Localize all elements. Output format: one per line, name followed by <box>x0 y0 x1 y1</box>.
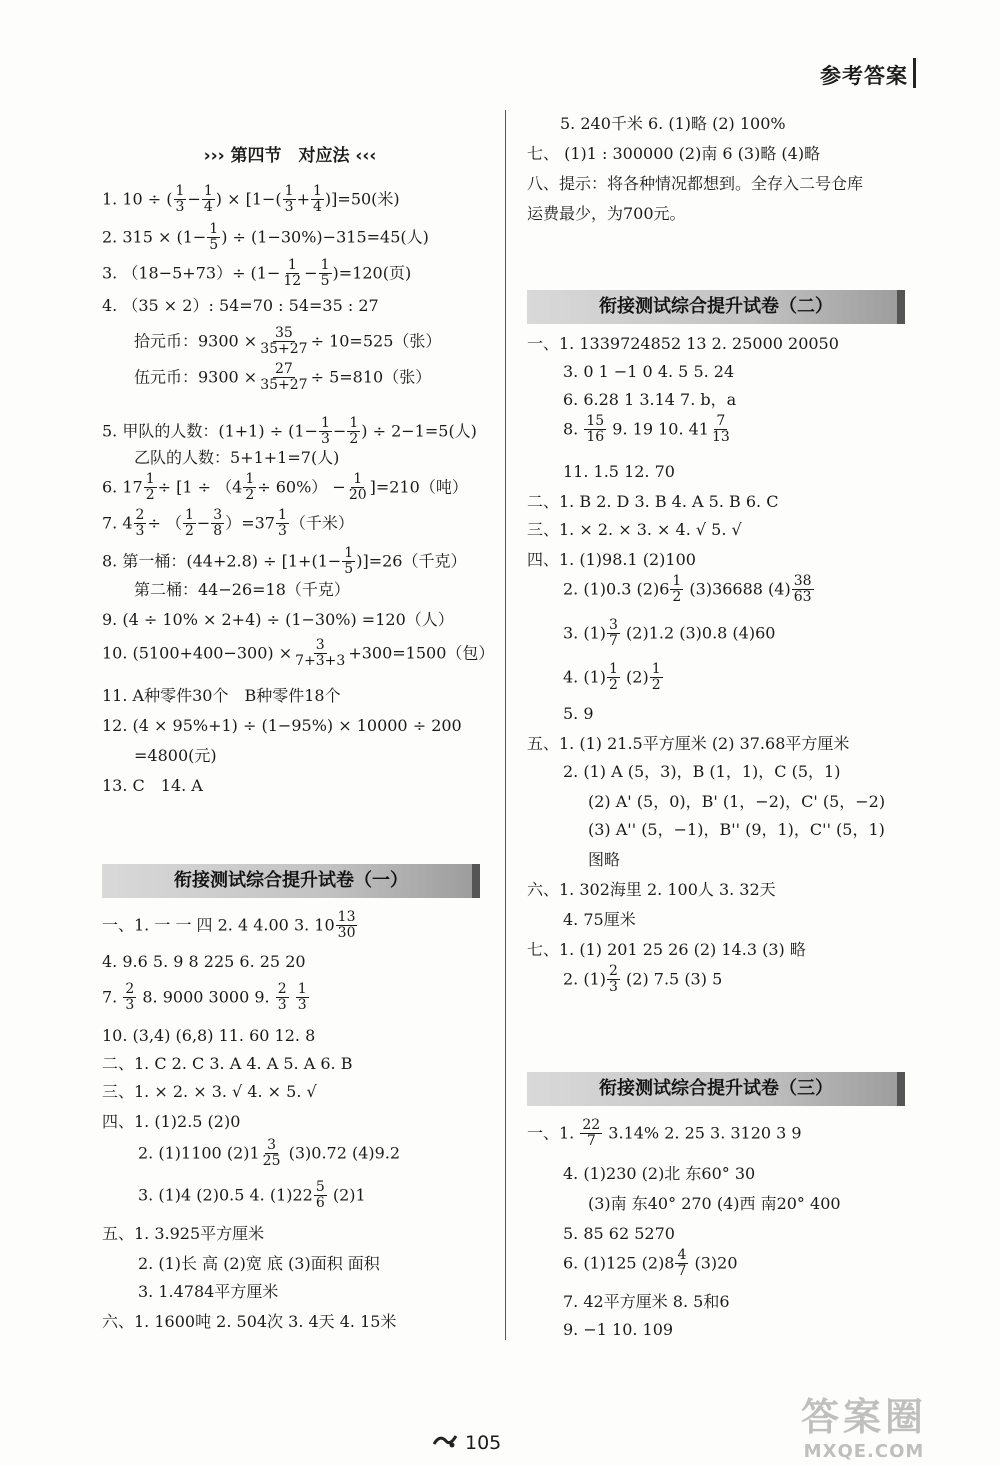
fraction: $\frac{38}{63}$ <box>793 573 812 606</box>
answer-line: 2. 315 × (1− $\frac{1}{5}$ ) ÷ (1−30%)−315=45(人) <box>102 221 429 254</box>
answer-line: 1. 10 ÷ ( $\frac{1}{3}$ − $\frac{1}{4}$ ) × [1−( $\frac{1}{3}$ + $\frac{1}{4}$ )]=50(米) <box>102 183 400 216</box>
answer-line: 3. 0 1 −1 0 4. 5 5. 24 <box>563 362 735 381</box>
fraction: $\frac{2}{3}$ <box>277 981 287 1014</box>
fraction: $\frac{15}{16}$ <box>586 413 605 446</box>
answer-line: 2. (1)1100 (2)1 $\frac{3}{25}$ (3)0.72 (4)9.2 <box>138 1137 401 1170</box>
fraction: $\frac{1}{3}$ <box>321 415 330 448</box>
answer-line: 4. (1) $\frac{1}{2}$ (2) $\frac{1}{2}$ <box>563 661 661 694</box>
answer-line: 运费最少，为700元。 <box>527 204 686 223</box>
fraction: $\frac{1}{3}$ <box>284 183 294 216</box>
answer-line: 六、1. 302海里 2. 100人 3. 32天 <box>527 880 776 899</box>
answer-line: 11. 1.5 12. 70 <box>563 462 675 481</box>
fraction: $\frac{1}{3}$ <box>277 507 287 540</box>
answer-line: 11. A种零件30个 B种零件18个 <box>102 686 341 705</box>
fraction: $\frac{2}{3}$ <box>609 963 618 996</box>
fraction: $\frac{3}{7}$ <box>609 617 618 650</box>
answer-line: (2) A' (5，0)，B' (1，−2)，C' (5，−2) <box>588 792 886 811</box>
answer-line: 2. (1)0.3 (2)6 $\frac{1}{2}$ (3)36688 (4) $\frac{38}{63}$ <box>563 573 812 606</box>
answer-line: =4800(元) <box>134 746 217 765</box>
answer-line: 拾元币：9300 × $\frac{35}{35+27}$ ÷ 10=525（张） <box>134 325 442 358</box>
answer-line: 一、1. 一 一 四 2. 4 4.00 3. 10 $\frac{13}{30}$ <box>102 909 356 942</box>
answer-line: 9. (4 ÷ 10% × 2+4) ÷ (1−30%) =120（人） <box>102 610 454 629</box>
answer-line: 8. 第一桶：(44+2.8) ÷ [1+(1− $\frac{1}{5}$ )]=26（千克） <box>102 545 467 578</box>
fraction: $\frac{1}{5}$ <box>320 257 330 290</box>
section-banner: 衔接测试综合提升试卷（三） <box>527 1072 905 1106</box>
answer-line: 12. (4 × 95%+1) ÷ (1−95%) × 10000 ÷ 200 <box>102 716 462 735</box>
fraction: $\frac{27}{35+27}$ <box>260 361 308 394</box>
fraction: $\frac{1}{5}$ <box>344 545 354 578</box>
answer-line: 4. (1)230 (2)北 东60° 30 <box>563 1164 756 1183</box>
answer-line: (3) A'' (5，−1)，B'' (9，1)，C'' (5，1) <box>588 820 885 839</box>
answer-line: 伍元币：9300 × $\frac{27}{35+27}$ ÷ 5=810（张） <box>134 361 432 394</box>
fraction: $\frac{3}{7+3+3}$ <box>295 637 346 670</box>
answer-line: 6. 17 $\frac{1}{2}$ ÷ [1 ÷ （4 $\frac{1}{2}$ ÷ 60%） − $\frac{1}{20}$ ]=210（吨） <box>102 471 468 504</box>
answer-line: 2. (1) $\frac{2}{3}$ (2) 7.5 (3) 5 <box>563 963 723 996</box>
fraction: $\frac{22}{7}$ <box>582 1117 601 1150</box>
answer-line: 10. (5100+400−300) × $\frac{3}{7+3+3}$ +300=1500（包） <box>102 637 495 670</box>
answer-line: 三、1. × 2. × 3. × 4. √ 5. √ <box>527 520 742 539</box>
watermark <box>746 1386 982 1462</box>
answer-line: 八、提示：将各种情况都想到。全存入二号仓库 <box>527 174 864 193</box>
fraction: $\frac{35}{35+27}$ <box>260 325 308 358</box>
answer-line: 七、 (1)1 : 300000 (2)南 6 (3)略 (4)略 <box>527 144 821 163</box>
fraction: $\frac{1}{4}$ <box>313 183 322 216</box>
answer-line: 3. (1) $\frac{3}{7}$ (2)1.2 (3)0.8 (4)60 <box>563 617 776 650</box>
answer-line: 四、1. (1)2.5 (2)0 <box>102 1112 241 1131</box>
answer-line: 一、1. 1339724852 13 2. 25000 20050 <box>527 334 839 353</box>
fraction: $\frac{1}{12}$ <box>283 257 302 290</box>
fraction: $\frac{1}{20}$ <box>348 471 367 504</box>
answer-line: 3. （18−5+73）÷ (1− $\frac{1}{12}$ − $\frac{1}{5}$ )=120(页) <box>102 257 412 290</box>
answer-line: 5. 240千米 6. (1)略 (2) 100% <box>560 114 786 133</box>
answer-line: 五、1. 3.925平方厘米 <box>102 1224 265 1243</box>
answer-line: 4. （35 × 2）: 54=70 : 54=35 : 27 <box>102 296 379 315</box>
answer-line: 乙队的人数：5+1+1=7(人) <box>134 448 340 467</box>
answer-line: 一、1. $\frac{22}{7}$ 3.14% 2. 25 3. 3120 3 9 <box>527 1117 802 1150</box>
fraction: $\frac{1}{5}$ <box>209 221 219 254</box>
answer-line: 四、1. (1)98.1 (2)100 <box>527 550 696 569</box>
answer-line: 三、1. × 2. × 3. √ 4. × 5. √ <box>102 1082 317 1101</box>
fraction: $\frac{1}{2}$ <box>651 661 661 694</box>
answer-line: 第二桶：44−26=18（千克） <box>134 580 350 599</box>
answer-line: 6. (1)125 (2)8 $\frac{4}{7}$ (3)20 <box>563 1247 738 1280</box>
fraction: $\frac{3}{8}$ <box>213 507 223 540</box>
answer-line: 7. 42平方厘米 8. 5和6 <box>563 1292 730 1311</box>
watermark-main: 答案圈 <box>800 1395 927 1439</box>
section-banner: 衔接测试综合提升试卷（一） <box>102 864 480 898</box>
answer-line: 6. 6.28 1 3.14 7. b，a <box>563 390 737 409</box>
answer-line: 8. $\frac{15}{16}$ 9. 19 10. 41 $\frac{7}{13}$ <box>563 413 730 446</box>
fraction: $\frac{3}{25}$ <box>262 1137 281 1170</box>
fraction: $\frac{2}{3}$ <box>135 507 145 540</box>
answer-line: 7. 4 $\frac{2}{3}$ ÷ （ $\frac{1}{2}$ − $\frac{3}{8}$ ）=37 $\frac{1}{3}$ （千米） <box>102 507 354 540</box>
fraction: $\frac{1}{2}$ <box>349 415 359 448</box>
fraction: $\frac{1}{2}$ <box>245 471 255 504</box>
answer-line: 二、1. C 2. C 3. A 4. A 5. A 6. B <box>102 1054 353 1073</box>
fraction: $\frac{13}{30}$ <box>337 909 356 942</box>
answer-line: 5. 85 62 5270 <box>563 1224 675 1243</box>
answer-line: 七、1. (1) 201 25 26 (2) 14.3 (3) 略 <box>527 940 806 959</box>
answer-line: 六、1. 1600吨 2. 504次 3. 4天 4. 15米 <box>102 1312 397 1331</box>
fraction: $\frac{1}{2}$ <box>609 661 618 694</box>
fraction: $\frac{1}{2}$ <box>145 471 155 504</box>
fraction: $\frac{1}{3}$ <box>175 183 185 216</box>
answer-line: 9. −1 10. 109 <box>563 1320 674 1339</box>
fraction: $\frac{7}{13}$ <box>711 413 730 446</box>
answer-line: 5. 甲队的人数：(1+1) ÷ (1− $\frac{1}{3}$ − $\frac{1}{2}$ ) ÷ 2−1=5(人) <box>102 415 477 448</box>
fraction: $\frac{1}{3}$ <box>297 981 307 1014</box>
answer-line: 2. (1)长 高 (2)宽 底 (3)面积 面积 <box>138 1254 380 1273</box>
answer-line: 3. (1)4 (2)0.5 4. (1)22 $\frac{5}{6}$ (2)1 <box>138 1179 366 1212</box>
answer-line: 4. 9.6 5. 9 8 225 6. 25 20 <box>102 952 306 971</box>
fraction: $\frac{5}{6}$ <box>315 1179 325 1212</box>
answer-line: 二、1. B 2. D 3. B 4. A 5. B 6. C <box>527 492 779 511</box>
answer-line: 3. 1.4784平方厘米 <box>138 1282 279 1301</box>
answer-line: (3)南 东40° 270 (4)西 南20° 400 <box>588 1194 841 1213</box>
answer-line: 图略 <box>588 850 621 869</box>
fraction: $\frac{1}{2}$ <box>672 573 682 606</box>
fraction: $\frac{2}{3}$ <box>125 981 135 1014</box>
answer-line: 五、1. (1) 21.5平方厘米 (2) 37.68平方厘米 <box>527 734 850 753</box>
answer-line: 10. (3,4) (6,8) 11. 60 12. 8 <box>102 1026 316 1045</box>
answer-line: 13. C 14. A <box>102 776 203 795</box>
answer-line: 4. 75厘米 <box>563 910 636 929</box>
fraction: $\frac{4}{7}$ <box>677 1247 687 1280</box>
page-number: 105 <box>465 1432 502 1454</box>
answer-line: 7. $\frac{2}{3}$ 8. 9000 3000 9. $\frac{2}{3}$ $\frac{1}{3}$ <box>102 981 307 1014</box>
answer-line: 2. (1) A (5，3)，B (1，1)，C (5，1) <box>563 762 841 781</box>
section-banner: 衔接测试综合提升试卷（二） <box>527 290 905 324</box>
answer-line: 5. 9 <box>563 704 594 723</box>
fraction: $\frac{1}{2}$ <box>184 507 194 540</box>
fraction: $\frac{1}{4}$ <box>203 183 213 216</box>
section-title: ››› 第四节 对应法 ‹‹‹ <box>203 146 377 166</box>
header-title: 参考答案 <box>820 64 908 88</box>
publisher-logo-icon <box>432 1432 458 1450</box>
watermark-url: MXQE.COM <box>803 1441 925 1462</box>
